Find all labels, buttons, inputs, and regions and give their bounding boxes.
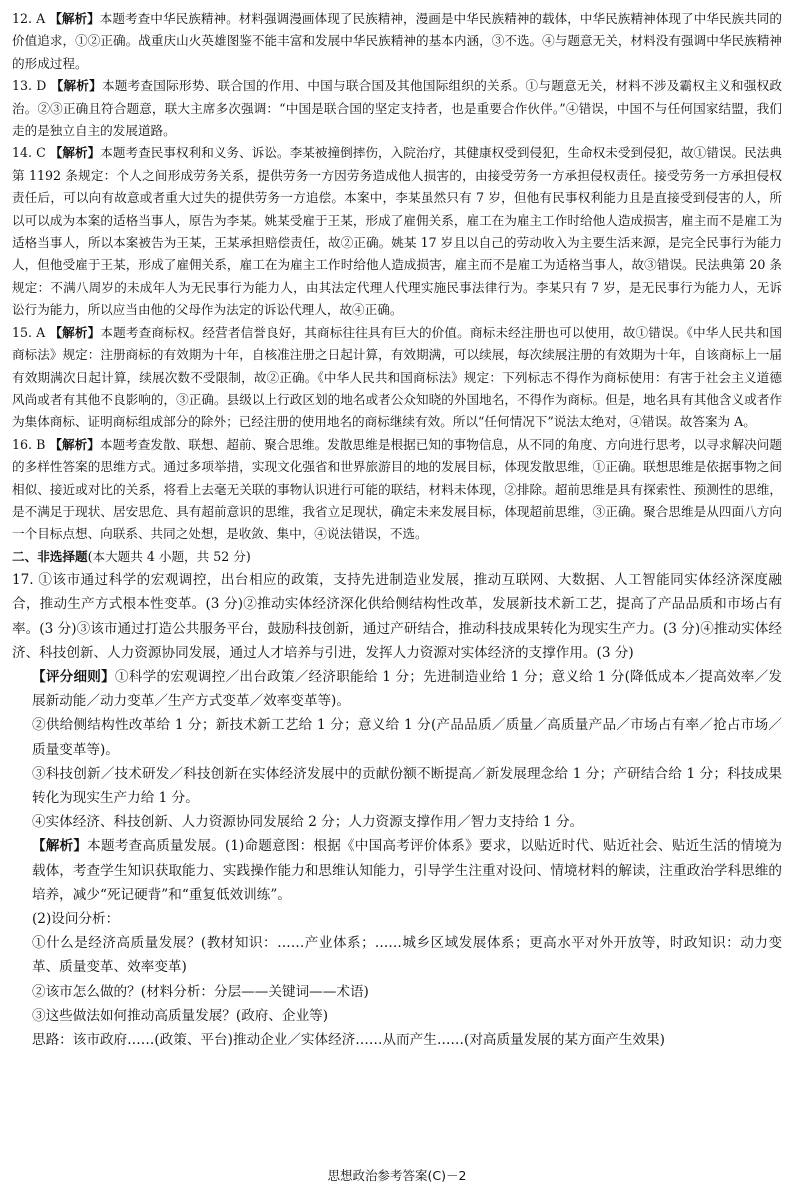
scoring-rubric-1: 【评分细则】①科学的宏观调控／出台政策／经济职能给 1 分；先进制造业给 1 分；意义给 1 分(降低成本／提高效率／发展新动能／动力变革／生产方式变革／效率变革等)。: [32, 668, 782, 710]
section-label: 二、非选择题: [12, 548, 88, 564]
item-number: 12. A: [12, 11, 50, 26]
answer-item-13: [12, 75, 782, 142]
scoring-rubric-4: ④实体经济、科技创新、人力资源协同发展给 2 分；人力资源支撑作用／智力支持给 1 分。: [32, 814, 584, 831]
analysis-text: 本题考查国际形势、联合国的作用、中国与联合国及其他国际组织的关系。①与题意无关，材料不涉及霸权主义和强权政治。②③正确且符合题意，联大主席多次强调：“中国是联合国的坚定支持者，也是重要合作伙伴。”④错误，中国不与任何国家结盟，我们走的是独立自主的发展道路。: [12, 78, 783, 139]
scoring-rubric-3: ③科技创新／技术研发／科技创新在实体经济发展中的贡献份额不断提高／新发展理念给 1 分；产研结合给 1 分；科技成果转化为现实生产力给 1 分。: [32, 765, 782, 806]
section-heading: [12, 546, 782, 568]
thinking-line: 思路：该市政府……(政策、平台)推动企业／实体经济……从而产生……(对高质量发展的某方面产生效果): [32, 1032, 665, 1049]
page-footer: 思想政治参考答案(C)－2: [327, 1168, 467, 1183]
model-answer: [12, 568, 782, 665]
answer-item-17: [12, 568, 782, 1052]
answer-item-15: [12, 322, 782, 434]
answer-item-12: [12, 8, 782, 75]
analysis-text: 本题考查商标权。经营者信誉良好，其商标往往具有巨大的价值。商标未经注册也可以使用，故①错误。《中华人民共和国商标法》规定：注册商标的有效期为十年，自核准注册之日起计算，有效期满，可以续展，每次续展注册的有效期为十年，自该商标上一届有效期满次日起计算，续展次数不受限制，故②正确。《中华人民共和国商标法》规定：下列标志不得作为商标使用：有害于社会主义道德风尚或者有其他不良影响的，③正确。县级以上行政区划的地名或者公众知晓的外国地名，不得作为商标。但是，地名具有其他含义或者作为集体商标、证明商标组成部分的除外；已经注册的使用地名的商标继续有效。所以“任何情况下”说法太绝对，④错误。故答案为 A。: [12, 324, 783, 430]
analysis-tag: 【解析】: [49, 11, 100, 26]
analysis-text: 本题考查民事权利和义务、诉讼。李某被撞倒摔伤，入院治疗，其健康权受到侵犯，生命权未受到侵犯，故①错误。民法典第 1192 条规定：个人之间形成劳务关系，提供劳务一方因劳务造成他人损害的，由接受劳务一方承担侵权责任。接受劳务一方承担侵权责任后，可以向有故意或者重大过失的提供劳务一方追偿。本案中，李某虽然只有 7 岁，但他有民事权利能力且是直接受到侵害的人，所以可以成为本案的适格当事人，原告为李某。姚某受雇于王某，形成了雇佣关系，雇工在为雇主工作时给他人造成损害，雇主而不是雇工为适格当事人，所以本案被告为王某，王某承担赔偿责任，故②正确。姚某 17 岁且以自己的劳动收入为主要生活来源，是完全民事行为能力人，但他受雇于王某，形成了雇佣关系，雇工在为雇主工作时给他人造成损害，雇主而不是雇工为适格当事人，故③错误。民法典第 20 条规定：不满八周岁的未成年人为无民事行为能力人，由其法定代理人代理实施民事法律行为。李某只有 7 岁，是无民事行为能力人，无诉讼行为能力，所以应当由他的父母作为法定的诉讼代理人，故④正确。: [12, 145, 783, 318]
item-number: 14. C: [12, 145, 50, 161]
answer-text: ①该市通过科学的宏观调控，出台相应的政策，支持先进制造业发展，推动互联网、大数据、人工智能同实体经济深度融合，推动生产方式根本性变革。(3 分)②推动实体经济深化供给侧结构性改革，发展新技术新工艺，提高了产品品质和市场占有率。(3 分)③该市通过打造公共服务平台，鼓励科技创新，通过产研结合，推动科技成果转化为现实生产力。(3 分)④推动实体经济、科技创新、人力资源协同发展，通过人才培养与引进，发挥人力资源对实体经济的支撑作用。(3 分): [12, 572, 782, 661]
scoring-rubric-2: ②供给侧结构性改革给 1 分；新技术新工艺给 1 分；意义给 1 分(产品品质／质量／高质量产品／市场占有率／抢占市场／质量变革等)。: [32, 717, 782, 758]
analysis-tag: 【解析】: [32, 838, 88, 855]
analysis-point-2: ②该市怎么做的？(材料分析：分层——关键词——术语): [32, 983, 369, 1000]
analysis-tag: 【解析】: [49, 145, 101, 161]
item-number: 17.: [12, 572, 39, 589]
analysis-tag: 【解析】: [50, 78, 102, 94]
item-number: 16. B: [12, 436, 50, 452]
answer-item-14: [12, 142, 782, 321]
answer-page: [12, 8, 782, 1052]
item-number: 15. A: [12, 324, 50, 340]
section-note: (本大题共 4 小题，共 52 分): [87, 548, 251, 564]
rubric-tag: 【评分细则】: [32, 668, 115, 685]
analysis-text: 本题考查中华民族精神。材料强调漫画体现了民族精神，漫画是中华民族精神的载体，中华民族精神体现了中华民族共同的价值追求，①②正确。战重庆山火英雄图鉴不能丰富和发展中华民族精神的基本内涵，③不选。④与题意无关，材料没有强调中华民族精神的形成过程。: [12, 11, 783, 71]
analysis-tag: 【解析】: [49, 436, 100, 452]
analysis-point-3: ③这些做法如何推动高质量发展？(政府、企业等): [32, 1007, 329, 1024]
analysis-point-1: ①什么是经济高质量发展？(教材知识：……产业体系；……城乡区域发展体系；更高水平对外开放等，时政知识：动力变革、质量变革、效率变革): [32, 935, 782, 976]
question-analysis-heading: (2)设问分析：: [32, 911, 120, 927]
analysis-tag: 【解析】: [49, 324, 101, 340]
analysis-text: 本题考查发散、联想、超前、聚合思维。发散思维是根据已知的事物信息，从不同的角度、方向进行思考，以寻求解决问题的多样性答案的思维方式。通过多项举措，实现文化强省和世界旅游目的地的发展目标，体现发散思维，①正确。联想思维是依据事物之间相似、接近或对比的关系，将看上去毫无关联的事物认识进行可能的联结，材料未体现，②排除。超前思维是具有探索性、预测性的思维，是不满足于现状、居安思危、具有超前意识的思维，我省立足现状，确定未来发展目标，体现超前思维，③正确。聚合思维是从四面八方向一个目标点想、向联系、共同之处想，是收敛、集中，④说法错误，不选。: [12, 436, 783, 542]
analysis-paragraph: 【解析】本题考查高质量发展。(1)命题意图：根据《中国高考评价体系》要求，以贴近时代、贴近社会、贴近生活的情境为载体，考查学生知识获取能力、实践操作能力和思维认知能力，引导学生注重对设问、情境材料的解读，注重政治学科思维的培养，减少“死记硬背”和“重复低效训练”。: [32, 838, 782, 903]
answer-item-16: [12, 434, 782, 546]
item-number: 13. D: [12, 78, 51, 94]
